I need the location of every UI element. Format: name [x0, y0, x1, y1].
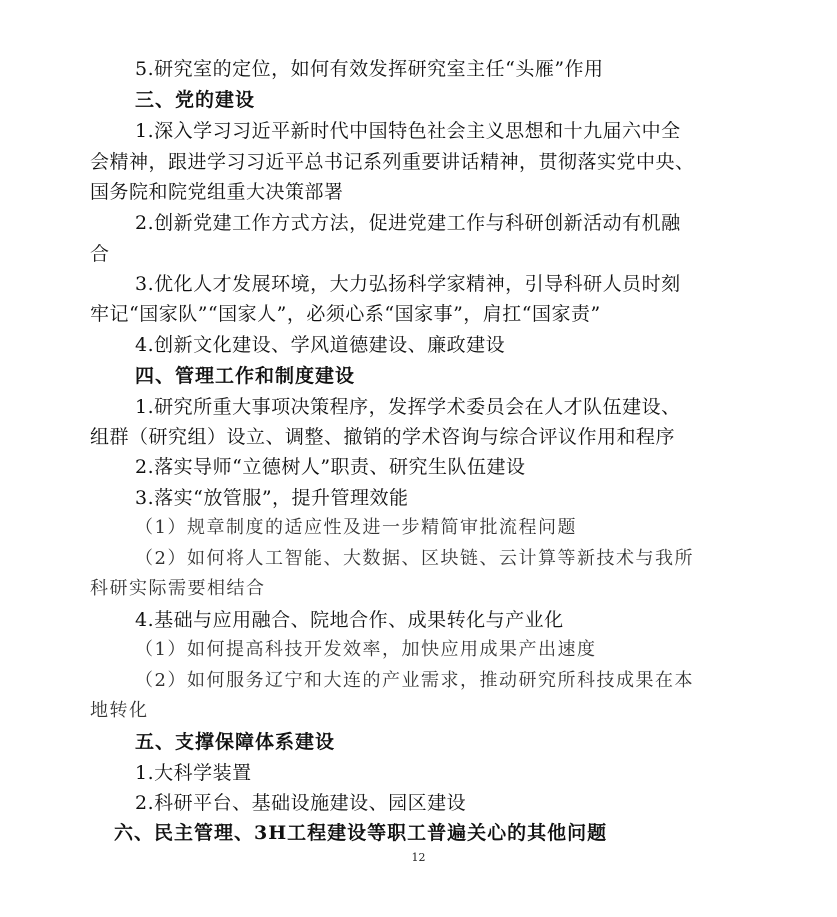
subitem-regulations: （1）规章制度的适应性及进一步精简审批流程问题	[135, 517, 577, 538]
section-heading-party-building: 三、党的建设	[135, 89, 256, 111]
item-talent-environment: 3.优化人才发展环境，大力弘扬科学家精神，引导科研人员时刻	[135, 273, 681, 295]
section-heading-democratic-management: 六、民主管理、3H工程建设等职工普遍关心的其他问题	[114, 822, 608, 844]
subitem-regional-service: （2）如何服务辽宁和大连的产业需求，推动研究所科技成果在本	[135, 670, 694, 691]
item-lab-positioning: 5.研究室的定位，如何有效发挥研究室主任“头雁”作用	[135, 58, 604, 80]
item-study-thought-cont: 会精神，跟进学习习近平总书记系列重要讲话精神，贯彻落实党中央、	[90, 151, 695, 173]
subitem-efficiency: （1）如何提高科技开发效率，加快应用成果产出速度	[135, 639, 597, 660]
item-mentor-duty: 2.落实导师“立德树人”职责、研究生队伍建设	[135, 456, 526, 478]
subitem-regional-service-cont: 地转化	[90, 700, 149, 721]
item-study-thought-cont2: 国务院和院党组重大决策部署	[90, 181, 344, 203]
section-heading-management: 四、管理工作和制度建设	[135, 365, 356, 387]
item-culture-building: 4.创新文化建设、学风道德建设、廉政建设	[135, 334, 506, 356]
item-decision-procedure-cont: 组群（研究组）设立、调整、撤销的学术咨询与综合评议作用和程序	[90, 426, 676, 448]
subitem-new-tech: （2）如何将人工智能、大数据、区块链、云计算等新技术与我所	[135, 548, 694, 569]
item-integration: 4.基础与应用融合、院地合作、成果转化与产业化	[135, 609, 564, 631]
item-innovate-party-work: 2.创新党建工作方式方法，促进党建工作与科研创新活动有机融	[135, 212, 681, 234]
item-study-thought: 1.深入学习习近平新时代中国特色社会主义思想和十九届六中全	[135, 120, 681, 142]
section-heading-support: 五、支撑保障体系建设	[135, 731, 336, 753]
page-number: 12	[411, 851, 426, 864]
subitem-new-tech-cont: 科研实际需要相结合	[90, 578, 266, 599]
item-platforms: 2.科研平台、基础设施建设、园区建设	[135, 792, 467, 814]
item-streamline-admin: 3.落实“放管服”，提升管理效能	[135, 487, 409, 509]
item-innovate-party-work-cont: 合	[90, 243, 110, 265]
item-decision-procedure: 1.研究所重大事项决策程序，发挥学术委员会在人才队伍建设、	[135, 396, 681, 418]
item-talent-environment-cont: 牢记“国家队”“国家人”，必须心系“国家事”，肩扛“国家责”	[90, 303, 601, 325]
item-large-facility: 1.大科学装置	[135, 762, 252, 784]
